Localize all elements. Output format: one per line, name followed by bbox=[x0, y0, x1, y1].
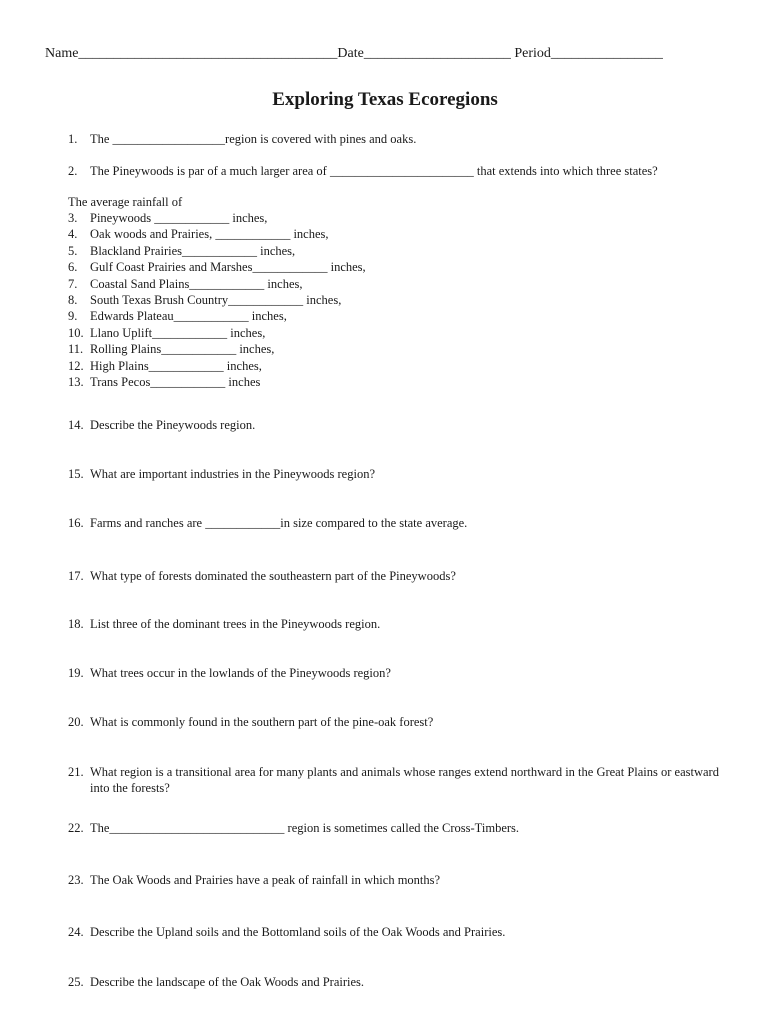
question-text: What type of forests dominated the southeastern part of the Pineywoods? bbox=[90, 569, 456, 583]
question-number: 17. bbox=[68, 569, 84, 583]
page-title: Exploring Texas Ecoregions bbox=[272, 89, 498, 110]
question-text: Oak woods and Prairies, ____________ inches, bbox=[90, 227, 329, 242]
question-text: Farms and ranches are ____________in size compared to the state average. bbox=[90, 516, 468, 530]
question-text: The Oak Woods and Prairies have a peak of rainfall in which months? bbox=[90, 873, 441, 887]
question-text: Rolling Plains____________ inches, bbox=[90, 342, 275, 357]
question-number: 8. bbox=[68, 292, 78, 307]
question-number: 1. bbox=[68, 132, 78, 146]
question-number: 12. bbox=[68, 358, 84, 373]
question-text: What trees occur in the lowlands of the Pineywoods region? bbox=[90, 666, 391, 680]
question-number: 5. bbox=[68, 243, 78, 258]
question-text: Describe the Upland soils and the Bottomland soils of the Oak Woods and Prairies. bbox=[90, 925, 506, 939]
question-number: 11. bbox=[68, 342, 84, 357]
question-text: List three of the dominant trees in the Pineywoods region. bbox=[90, 617, 381, 631]
question-text: Coastal Sand Plains____________ inches, bbox=[90, 276, 303, 291]
question-number: 21. bbox=[68, 765, 84, 779]
question-text: What is commonly found in the southern part of the pine-oak forest? bbox=[90, 715, 434, 729]
question-text: What are important industries in the Pineywoods region? bbox=[90, 467, 376, 481]
question-number: 19. bbox=[68, 666, 84, 680]
name-date-period-line: Name_____________________________________Date_____________________ Period________________ bbox=[45, 46, 663, 61]
question-text: Pineywoods ____________ inches, bbox=[90, 211, 268, 225]
question-number: 16. bbox=[68, 516, 84, 530]
question-number: 20. bbox=[68, 715, 84, 729]
question-text: The __________________region is covered with pines and oaks. bbox=[90, 132, 417, 146]
question-number: 18. bbox=[68, 617, 84, 631]
question-text: Llano Uplift____________ inches, bbox=[90, 325, 266, 340]
question-number: 24. bbox=[68, 925, 84, 939]
question-number: 13. bbox=[68, 374, 84, 389]
question-number: 10. bbox=[68, 325, 84, 340]
question-number: 7. bbox=[68, 276, 78, 291]
question-number: 22. bbox=[68, 821, 84, 835]
question-number: 3. bbox=[68, 211, 78, 225]
question-number: 9. bbox=[68, 309, 78, 324]
question-number: 14. bbox=[68, 418, 84, 432]
question-text: Gulf Coast Prairies and Marshes____________ inches, bbox=[90, 260, 366, 275]
question-number: 23. bbox=[68, 873, 84, 887]
question-text: High Plains____________ inches, bbox=[90, 358, 262, 373]
question-text: The____________________________ region is sometimes called the Cross-Timbers. bbox=[90, 821, 520, 835]
question-text: Describe the Pineywoods region. bbox=[90, 418, 256, 432]
question-number: 25. bbox=[68, 975, 84, 989]
question-text: Blackland Prairies____________ inches, bbox=[90, 243, 296, 258]
question-text: Describe the landscape of the Oak Woods and Prairies. bbox=[90, 975, 365, 989]
question-number: 6. bbox=[68, 260, 78, 275]
question-text: The Pineywoods is par of a much larger area of _______________________ that extends into which three states? bbox=[90, 164, 658, 178]
question-text: Trans Pecos____________ inches bbox=[90, 374, 261, 389]
question-text: Edwards Plateau____________ inches, bbox=[90, 309, 287, 324]
rainfall-intro: The average rainfall of bbox=[68, 195, 183, 209]
question-number: 4. bbox=[68, 227, 78, 242]
question-number: 15. bbox=[68, 467, 84, 481]
question-number: 2. bbox=[68, 164, 78, 178]
question-text: South Texas Brush Country____________ inches, bbox=[90, 292, 342, 307]
question-text: What region is a transitional area for many plants and animals whose ranges extend northward in the Great Plains or eastward into the forests? bbox=[90, 765, 719, 795]
